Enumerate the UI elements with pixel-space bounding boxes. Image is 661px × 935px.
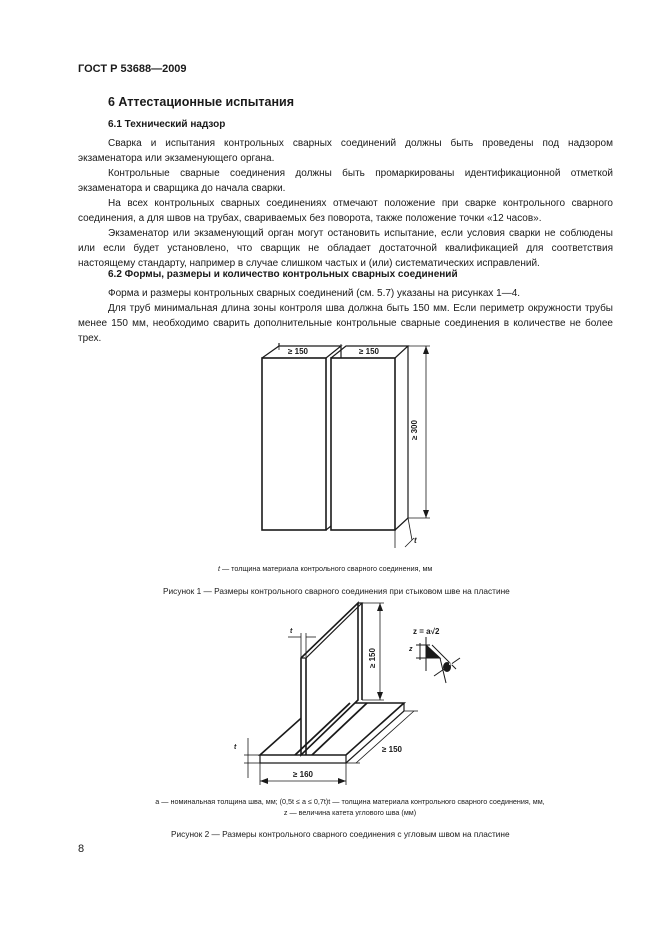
paragraph-shapes: Форма и размеры контрольных сварных соединений (см. 5.7) указаны на рисунках 1—4. bbox=[108, 288, 521, 299]
fig1-dim-width-right: ≥ 150 bbox=[359, 347, 379, 356]
fig1-legend bbox=[218, 564, 432, 574]
paragraph-pipes: Для труб минимальная длина зоны контроля шва должна быть 150 мм. Если периметр окружности трубы менее 150 мм, необходимо сварить дополнительные контрольные сварные соединения в количестве не более трех. bbox=[78, 303, 613, 344]
fig2-dim-height: ≥ 150 bbox=[368, 648, 377, 668]
paragraph-position: На всех контрольных сварных соединениях отмечают положение при сварке контрольного сварного соединения, а для швов на трубах, свариваемых без поворота, также положение точки «12 часов». bbox=[78, 198, 613, 224]
fig2-dim-thickness-top: t bbox=[290, 628, 293, 635]
paragraph-marking: Контрольные сварные соединения должны быть промаркированы идентификационной отметкой экзаменатора и сварщика до начала сварки. bbox=[78, 168, 613, 194]
fig2-dim-thickness-side: t bbox=[234, 744, 237, 751]
page-number: 8 bbox=[78, 843, 85, 855]
fig2-dim-base-width: ≥ 160 bbox=[293, 770, 313, 779]
fig1-legend-text: — толщина материала контрольного сварного соединения, мм bbox=[220, 564, 433, 573]
section-title: 6 Аттестационные испытания bbox=[108, 95, 295, 109]
fig2-a-label: a bbox=[449, 661, 453, 667]
fig2-z-label: z bbox=[409, 646, 413, 653]
fig1-legend-symbol: t bbox=[218, 564, 220, 573]
fig1-dim-thickness: t bbox=[414, 536, 417, 545]
fig2-caption: Рисунок 2 — Размеры контрольного сварного соединения с угловым швом на пластине bbox=[171, 829, 510, 839]
fig2-dim-base-depth: ≥ 150 bbox=[382, 745, 402, 754]
fig1-caption: Рисунок 1 — Размеры контрольного сварного соединения при стыковом шве на пластине bbox=[163, 586, 510, 596]
paragraph-supervision: Сварка и испытания контрольных сварных соединений должны быть проведены под надзором экзаменатора или экзаменующего органа. bbox=[78, 138, 613, 164]
document-standard-header: ГОСТ Р 53688—2009 bbox=[78, 63, 187, 75]
fig1-dim-height: ≥ 300 bbox=[410, 420, 419, 440]
fig2-legend-line-1: a — номинальная толщина шва, мм; (0,5t ≤ a ≤ 0,7t)t — толщина материала контрольного сварного соединения, мм, bbox=[155, 797, 545, 806]
paragraph-stop-test: Экзаменатор или экзаменующий орган могут остановить испытание, если условия сварки не соблюдены или если будет установлено, что сварщик не обладает достаточной квалификацией для соответствия настоящему стандарту, например в случае слишком частых и (или) систематических исправлений. bbox=[78, 228, 613, 269]
fig1-dim-width-left: ≥ 150 bbox=[288, 347, 308, 356]
fig2-formula: z = a√2 bbox=[413, 627, 440, 636]
subsection-title-6-2: 6.2 Формы, размеры и количество контрольных сварных соединений bbox=[108, 269, 458, 280]
subsection-title-6-1: 6.1 Технический надзор bbox=[108, 119, 226, 130]
fig2-legend-line-2: z — величина катета углового шва (мм) bbox=[283, 808, 417, 817]
